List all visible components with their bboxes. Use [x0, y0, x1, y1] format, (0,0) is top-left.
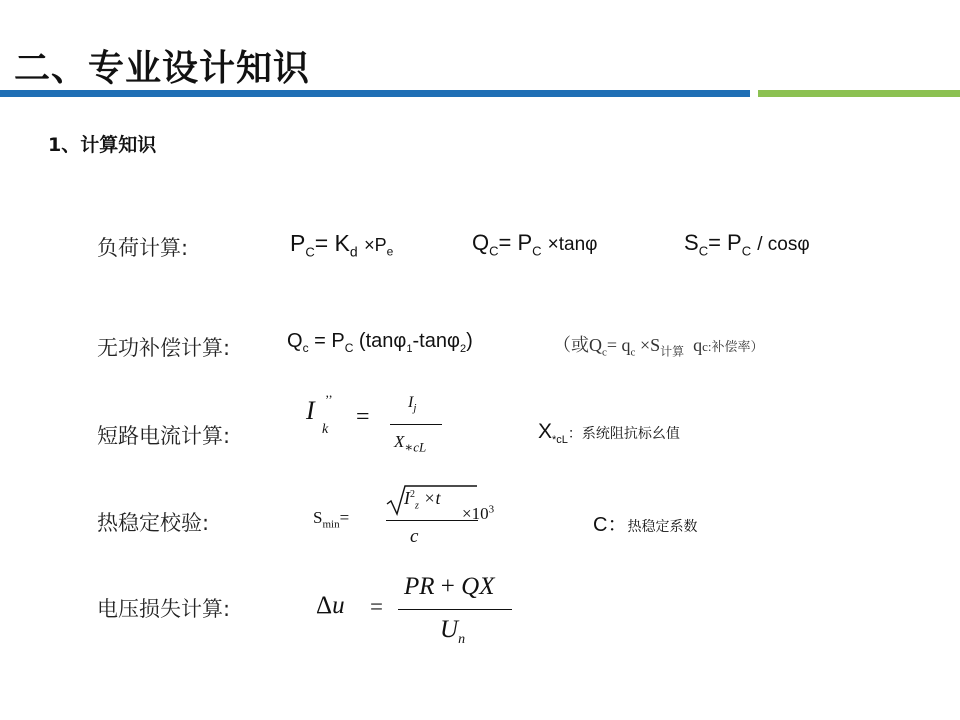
formula-ik-den: $X_{∗cL}$: [394, 432, 427, 455]
section-subtitle: 1、计算知识: [48, 134, 157, 156]
formula-du-eq: =: [370, 594, 383, 619]
formula-compensation: $Q_c = P_C$ (tanφ$_1$-tanφ$_2$): [287, 330, 473, 355]
formula-sc: $S_C= P_C / \cos\varphi$: [684, 230, 810, 259]
compensation-label: 无功补偿计算:: [97, 336, 231, 360]
formula-pc: $P_C= K_d \times P_e$: [290, 230, 394, 260]
compensation-note: （或$Q_c= q_c \times S_{计算}$ qc:补偿率）: [553, 335, 764, 359]
formula-smin-factor: $\times 10^3$: [462, 503, 495, 523]
formula-ik-num: $I_j$: [408, 394, 417, 415]
load-calc-label: 负荷计算:: [97, 236, 189, 260]
voltage-label: 电压损失计算:: [97, 597, 231, 621]
page-title: 二、专业设计知识: [14, 48, 311, 89]
formula-smin: $S_{min}=$: [313, 508, 350, 531]
formula-du-num: PR + QX: [404, 573, 495, 600]
formula-du: Δu: [316, 592, 345, 619]
thermal-label: 热稳定校验:: [97, 511, 210, 535]
x-note: $X_{*cL}$：系统阻抗标幺值: [538, 420, 680, 447]
formula-ik: I: [306, 396, 315, 425]
shortcircuit-label: 短路电流计算:: [97, 424, 231, 448]
formula-smin-num: $I^2_z \times t$: [404, 488, 441, 512]
formula-ik-sub: k: [322, 422, 329, 437]
formula-du-den: $U_n$: [440, 616, 466, 647]
formula-qc: $Q_C= P_C \times\tan\varphi$: [472, 230, 598, 259]
formula-smin-den: c: [410, 526, 419, 547]
formula-ik-prime: ’’: [325, 392, 333, 407]
title-underline-green: [758, 90, 960, 97]
c-note: C：热稳定系数: [593, 514, 698, 536]
formula-ik-fracline: [390, 424, 442, 425]
formula-ik-eq: =: [356, 404, 370, 430]
formula-du-fracline: [398, 609, 512, 610]
title-underline-blue: [0, 90, 750, 97]
